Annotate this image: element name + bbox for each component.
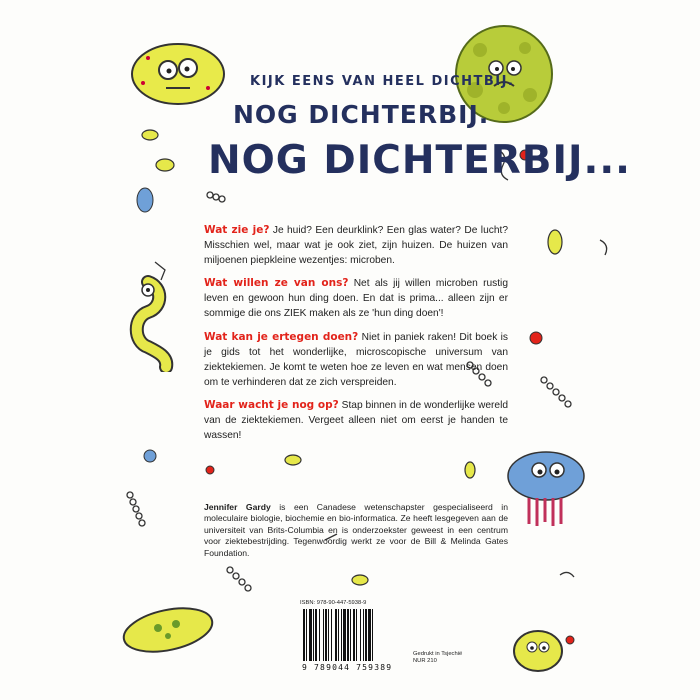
isbn-text: ISBN: 978-90-447-5938-9: [300, 600, 367, 606]
paragraph-text: Net als jij willen microben rustig leven en gewoon hun ding doen. En dat is prima... alleen zijn er sommige die ons ZIEK maken als ze 'hun ding doen'!: [204, 278, 508, 319]
paragraph-text: Je huid? Een deurklink? Een glas water? De lucht? Misschien wel, maar wat je ook ziet, zijn huizen. De huizen van miljoenen piepkleine wezentjes: microben.: [204, 225, 508, 266]
paragraph-what-do-they-want: [204, 276, 508, 321]
author-bio: [204, 502, 508, 559]
barcode-graphic: [300, 609, 406, 664]
heading-line-3: NOG DICHTERBIJ...: [208, 138, 631, 183]
paragraph-what-do-you-see: [204, 223, 508, 268]
paragraph-what-are-you-waiting-for: [204, 398, 508, 443]
heading-line-2: NOG DICHTERBIJ.: [233, 100, 490, 129]
paragraph-what-can-you-do: [204, 330, 508, 390]
paragraph-text: Niet in paniek raken! Dit boek is je gids tot het wonderlijke, microscopische universum van ziektekiemen. Je komt te weten hoe ze leven en wat mensen doen om te verhinderen dat ze zich verspreiden.: [204, 332, 509, 388]
printed-in-text: Gedrukt in Tsjechië: [413, 651, 463, 657]
paragraph-lead: Wat zie je?: [204, 224, 270, 236]
barcode-block: [300, 600, 406, 674]
barcode-number: 9 789044 759389: [302, 663, 393, 672]
paragraph-lead: Wat kan je ertegen doen?: [204, 331, 359, 343]
printing-info: [413, 651, 462, 665]
author-bio-text: is een Canadese wetenschapster gespecialiseerd in moleculaire biologie, biochemie en bio-informatica. Ze heeft lesgegeven aan de universiteit van Brits-Columbia en is onderzoekster geweest in een centrum voor ziektebestrijding. Tegenwoordig werkt ze voor de Bill & Melinda Gates Foundation.: [204, 502, 508, 558]
author-name: Jennifer Gardy: [204, 502, 271, 512]
paragraph-text: Stap binnen in de wonderlijke wereld van de ziektekiemen. Vergeet alleen niet om eerst je handen te wassen!: [204, 400, 508, 441]
paragraph-lead: Wat willen ze van ons?: [204, 277, 349, 289]
nur-code: NUR 210: [413, 658, 437, 664]
heading-line-1: KIJK EENS VAN HEEL DICHTBIJ.: [250, 74, 515, 89]
paragraph-lead: Waar wacht je nog op?: [204, 399, 339, 411]
